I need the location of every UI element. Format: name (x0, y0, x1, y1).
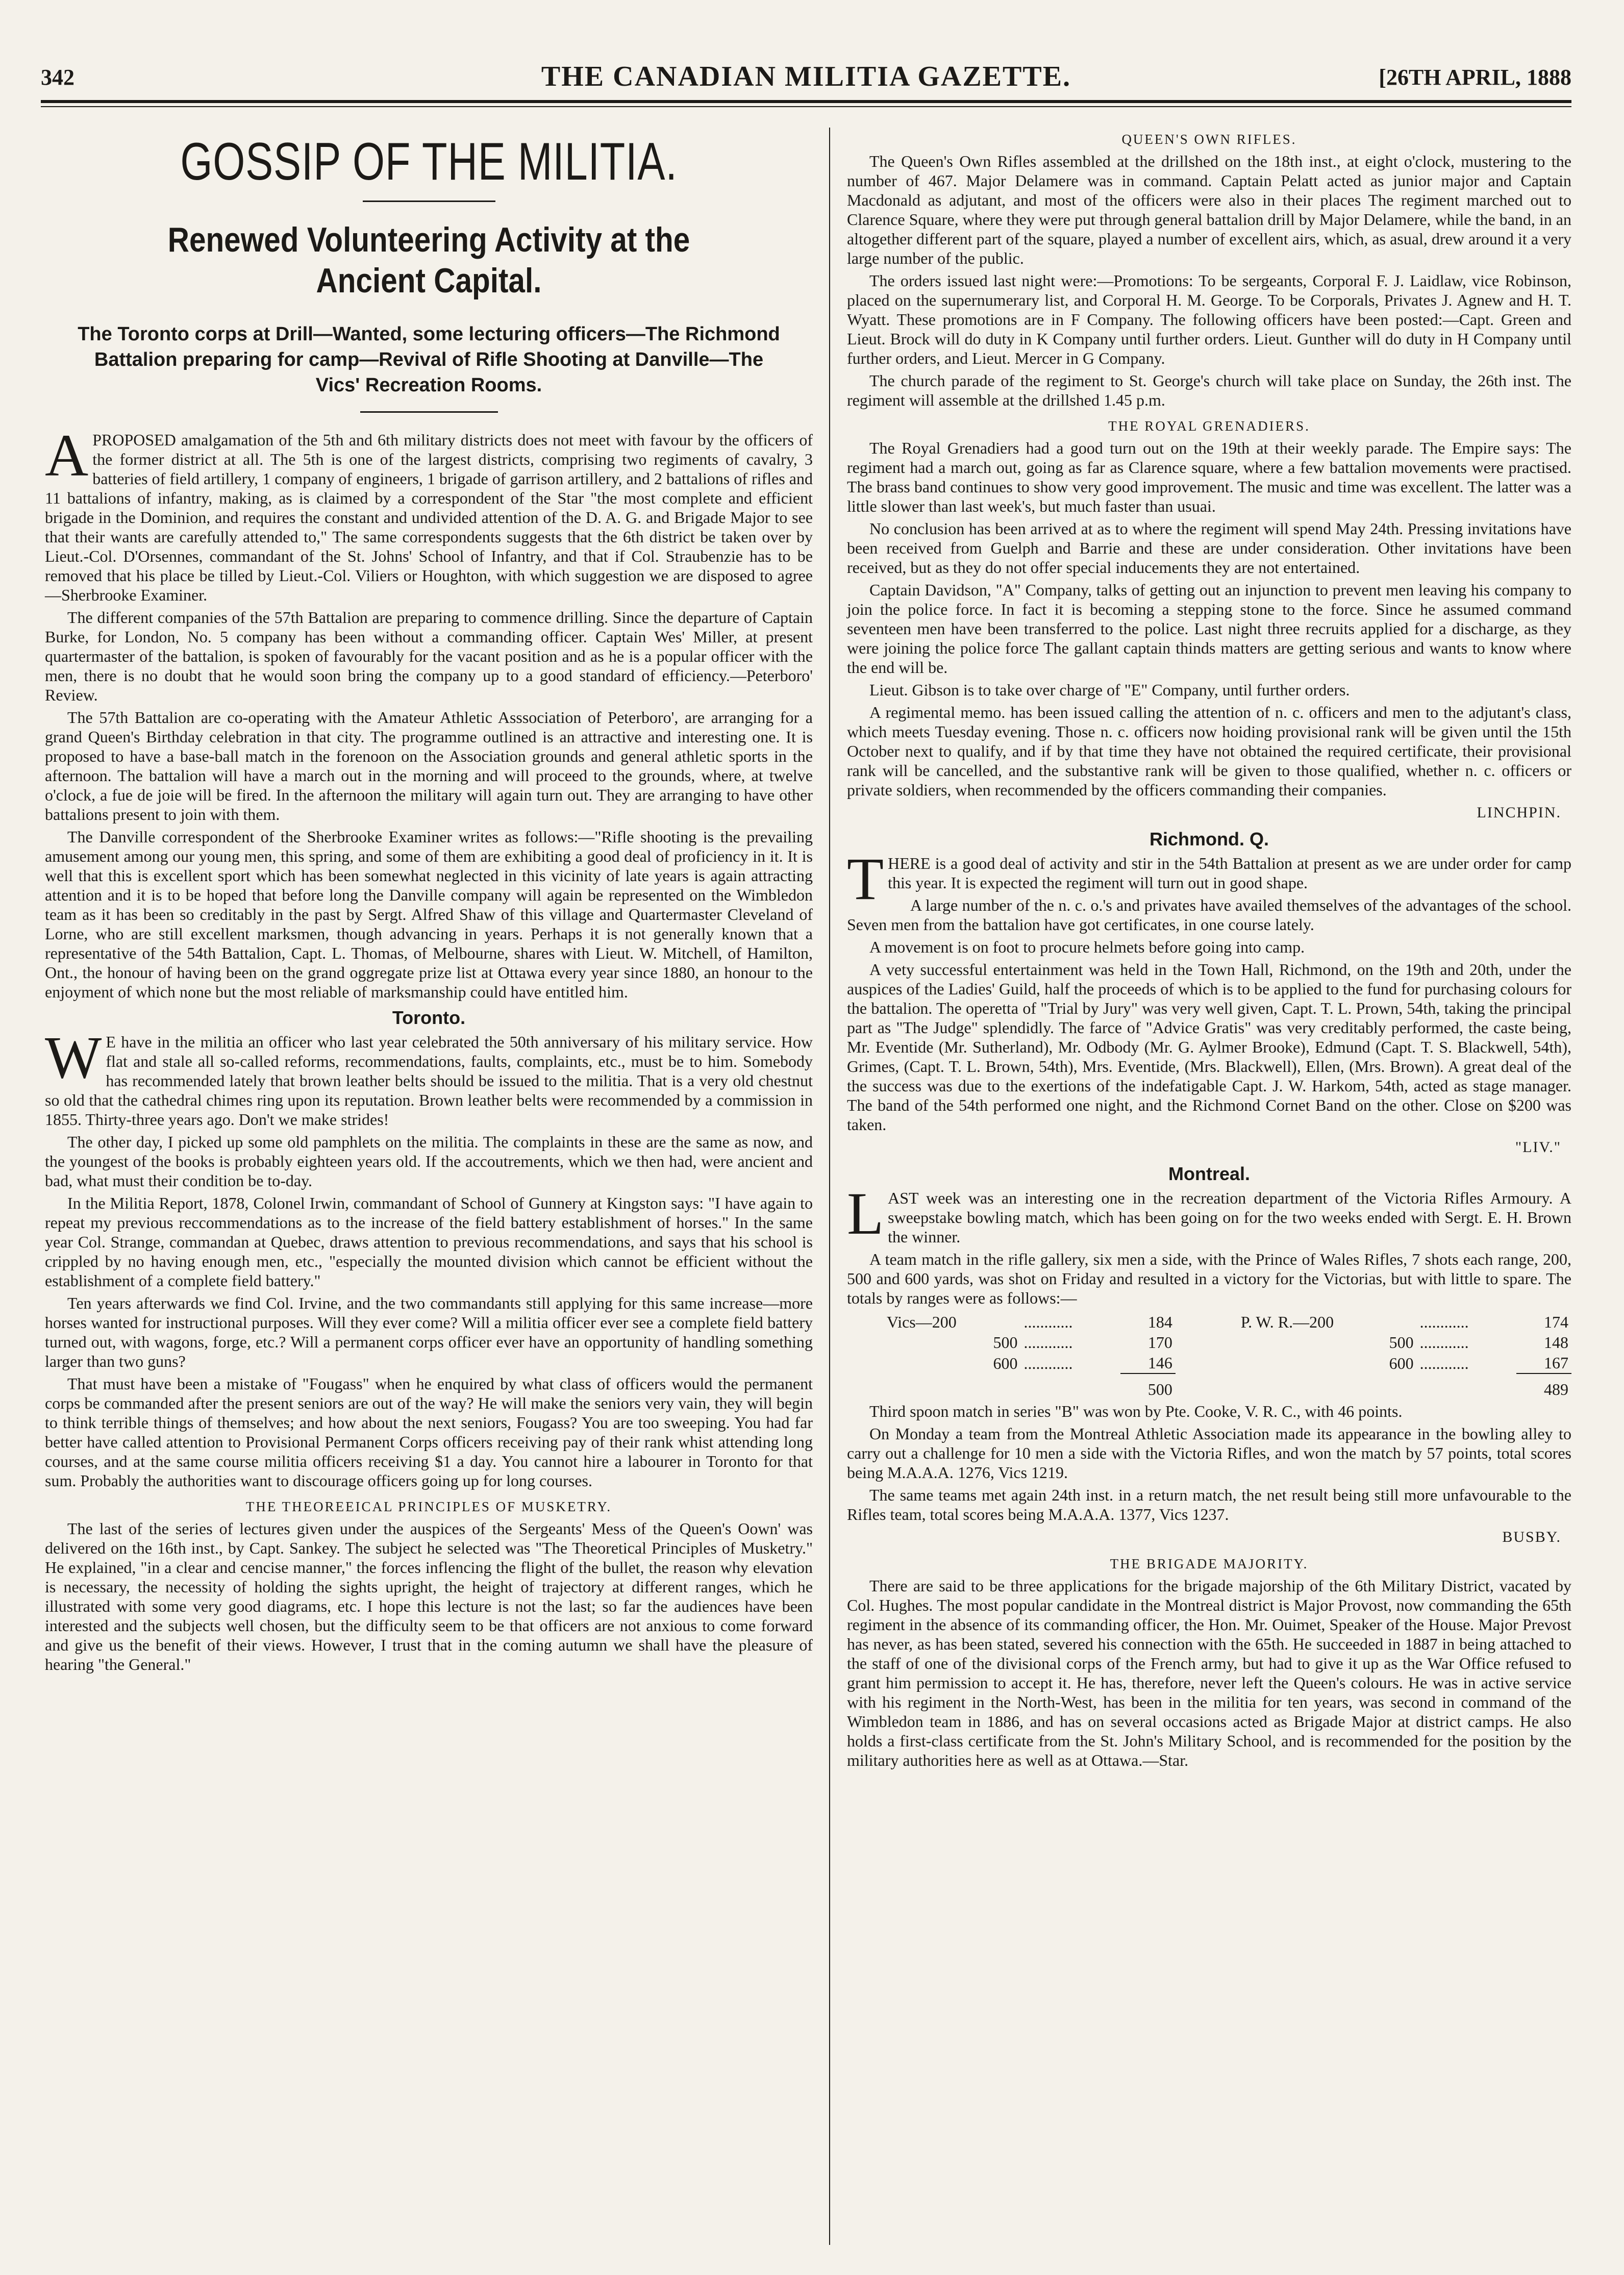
score-table (847, 1312, 1571, 1399)
score-value: 170 (1147, 1333, 1172, 1352)
score-label: Vics—200 (887, 1313, 957, 1331)
drop-cap: A (45, 422, 89, 489)
paragraph: A regimental memo. has been issued calling the attention of n. c. officers and men to the adjutant's class, which meets Tuesday evening. Those n. c. officers now hoiding provisional rank will be given until the 15th October next to qualify, and if by that time they have not obtained the required certificate, their provisional rank will be cancelled, and the substantive rank will be given to those qualified, whether n. c. officers or private soldiers, when recommended by the officers commanding their companies. (847, 703, 1571, 799)
paragraph: On Monday a team from the Montreal Athletic Association made its appearance in the bowling alley to carry out a challenge for 10 men a side with the Victoria Rifles, and won the match by 57 points, total scores being M.A.A.A. 1276, Vics 1219. (847, 1424, 1571, 1482)
paragraph: A vety successful entertainment was held in the Town Hall, Richmond, on the 19th and 20th, under the auspices of the Ladies' Guild, half the proceeds of which is to be applied to the fund for purchasing colours for the battalion. The operetta of "Trial by Jury" was very well given, Capt. T. L. Prown, 54th, taking the principal part as "The Judge" splendidly. The farce of "Advice Gratis" was very creditably performed, the caste being, Mr. Eventide (Mr. Sutherland), Mr. Odbody (Mr. G. Aylmer Brooke), Edmund (Capt. T. S. Blackwell, 54th), Grimes, (Capt. T. L. Brown, 54th), Mrs. Eventide, (Mrs. Blackwell), Ellen, (Mrs. Brown). A great deal of the the success was due to the exertions of the indefatigable Capt. J. W. Harkom, 54th, acted as stage manager. The band of the 54th performed one night, and the Richmond Cornet Band on the other. Close on $200 was taken. (847, 960, 1571, 1134)
section-heading-richmond: Richmond. Q. (1150, 829, 1269, 849)
paragraph: The different companies of the 57th Battalion are preparing to commence drilling. Since the departure of Captain Burke, for London, No. 5 company has been without a commanding officer. Captain Wes' Miller, at present quartermaster of the battalion, is spoken of favourably for the vacant position and as he is a popular officer with the men, there is no doubt that he would soon bring the company up to a good standard of efficiency.—Peterboro' Review. (45, 608, 813, 704)
score-label: 500 (1389, 1333, 1414, 1352)
signature: LINCHPIN. (1477, 804, 1561, 821)
paragraph: The orders issued last night were:—Promotions: To be sergeants, Corporal F. J. Laidlaw, vice Robinson, placed on the supernumerary list, and Corporal H. M. George. To be Corporals, Privates J. Agnew and H. T. Wyatt. These promotions are in F Company. The following officers have been posted:—Capt. Green and Lieut. Brock will do duty in K Company until further orders. Lieut. Gunther will do duty in H Company until further orders, and Lieut. Mercer in G Company. (847, 271, 1571, 367)
section-heading-musketry: THE THEOREEICAL PRINCIPLES OF MUSKETRY. (245, 1499, 612, 1514)
drop-cap: W (45, 1024, 102, 1091)
drop-cap: L (847, 1180, 884, 1247)
score-dots: ............ (1023, 1354, 1073, 1372)
paragraph: Ten years afterwards we find Col. Irvine, and the two commandants still applying for this same increase—more horses wanted for instructional purposes. Will they ever come? Will a militia officer ever see a complete field battery turned out, with wagons, forge, etc.? Will a permanent corps officer ever have an opportunity of handling something larger than two guns? (45, 1294, 813, 1370)
article-subtitle: Renewed Volunteering Activity at the Ancient Capital. (167, 220, 690, 300)
table-row (847, 1373, 1571, 1399)
score-total: 489 (1544, 1380, 1568, 1398)
section-heading-qor: QUEEN'S OWN RIFLES. (1121, 132, 1297, 147)
section-heading-toronto: Toronto. (392, 1007, 466, 1028)
column-divider (829, 128, 830, 2245)
paragraph: In the Militia Report, 1878, Colonel Irwin, commandant of School of Gunnery at Kingston says: "I have again to repeat my previous reccommendations as to the increase of the field battery establishment of horses." In the same year Col. Strange, commandan at Quebec, draws attention to previous recommendations, and says that his school is crippled by no having enough men, etc., "especially the mounted division which cannot be efficient without the establishment of a complete field battery." (45, 1194, 813, 1290)
article-deck: The Toronto corps at Drill—Wanted, some lecturing officers—The Richmond Battalion preparing for camp—Revival of Rifle Shooting at Danville—The Vics' Recreation Rooms. (78, 323, 780, 396)
paragraph: The 57th Battalion are co-operating with the Amateur Athletic Asssociation of Peterboro', are arranging for a grand Queen's Birthday celebration in that city. The programme outlined is an attractive and interesting one. It is proposed to have a base-ball match in the forenoon on the Association grounds and general athletic sports in the afternoon. The battalion will have a march out in the morning and will proceed to the grounds, where, at twelve o'clock, a fue de joie will be fired. In the afternoon the military will again turn out. They are arranging to have other battalions present to join with them. (45, 708, 813, 823)
score-label: 600 (1389, 1354, 1414, 1372)
score-value: 148 (1544, 1333, 1568, 1352)
left-column (45, 130, 813, 1674)
score-value: 174 (1544, 1313, 1568, 1331)
score-dots: ............ (1419, 1354, 1469, 1372)
issue-date: [26TH APRIL, 1888 (1379, 65, 1571, 90)
paragraph: Captain Davidson, "A" Company, talks of getting out an injunction to prevent men leaving his company to join the police force. In fact it is becoming a stepping stone to the force. Since he assumed command seventeen men have been transferred to the police. Last night three recruits applied for a discharge, as they were joining the police force The gallant captain thinds matters are getting serious and wants to know where the end will be. (847, 581, 1571, 677)
section-heading-brigade: THE BRIGADE MAJORITY. (1110, 1556, 1309, 1571)
score-value: 146 (1120, 1353, 1176, 1373)
section-heading-grenadiers: THE ROYAL GRENADIERS. (1108, 418, 1310, 434)
paragraph: The last of the series of lectures given under the auspices of the Sergeants' Mess of the Queen's Oown' was delivered on the 16th inst., by Capt. Sankey. The subject he selected was "The Theoretical Principles of Musketry." He explained, "in a clear and cencise manner," the forces inflencing the flight of the bullet, the reason why elevation is necessary, the necessity of holding the sights upright, the height of trajectory at different ranges, which he illustrated with some very good diagrams, etc. I hope this lecture is not the last; so far the audiences have been interested and the subjects well chosen, but the difficulty seem to be that officers are not anxious to come forward and give us the benefit of their views. However, I trust that in the coming autumn we shall have the pleasure of hearing "the General." (45, 1519, 813, 1673)
paragraph: No conclusion has been arrived at as to where the regiment will spend May 24th. Pressing invitations have been received from Guelph and Barrie and these are under consideration. Other invitations have been received, but as they do not offer special inducements they are not entertained. (847, 519, 1571, 577)
table-row (847, 1353, 1571, 1373)
paragraph: A PROPOSED amalgamation of the 5th and 6th military districts does not meet with favour by the officers of the former district at all. The 5th is one of the largest districts, comprising two regiments of cavalry, 3 batteries of field artillery, 1 company of engineers, 1 brigade of garrison artillery, and 2 battalions of rifles and 11 battalions of infantry, making, as is claimed by a correspondent of the Star "the most complete and efficient brigade in the Dominion, and requires the constant and undivided attention of the D. A. G. and Brigade Major to see that their wants are carefully attended to," The same correspondents suggests that the 6th district be taken over by Lieut.-Col. D'Orsennes, commandant of the St. Johns' School of Infantry, and that if Col. Straubenzie has to be removed that his place be tilled by Lieut.-Col. Viliers or Houghton, with which suggestion we are disposed to agree—Sherbrooke Examiner. (45, 422, 813, 604)
table-row (847, 1312, 1571, 1332)
section-heading-montreal: Montreal. (1168, 1163, 1250, 1184)
drop-cap: T (847, 845, 884, 912)
header-rule-thick (41, 100, 1571, 103)
title-rule (363, 201, 495, 202)
score-label: 600 (993, 1354, 1018, 1372)
paragraph: Third spoon match in series "B" was won by Pte. Cooke, V. R. C., with 46 points. (869, 1402, 1403, 1420)
paragraph: A team match in the rifle gallery, six men a side, with the Prince of Wales Rifles, 7 shots each range, 200, 500 and 600 yards, was shot on Friday and resulted in a victory for the Victorias, but with little to spare. The totals by ranges were as follows:— (847, 1250, 1571, 1307)
page-number: 342 (41, 65, 74, 90)
paragraph: The other day, I picked up some old pamphlets on the militia. The complaints in these are the same as now, and the youngest of the books is probably eighteen years old. If the accoutrements, which we then had, were ancient and bad, what must their condition be to-day. (45, 1133, 813, 1190)
page-header (41, 60, 1571, 96)
paragraph: The same teams met again 24th inst. in a return match, the net result being still more unfavourable to the Rifles team, total scores being M.A.A.A. 1377, Vics 1237. (847, 1486, 1571, 1523)
paragraph: The Royal Grenadiers had a good turn out on the 19th at their weekly parade. The Empire says: The regiment had a march out, going as far as Clarence square, where a few battalion movements were practised. The brass band continues to show very good improvement. The music and time was excellent. The latter was a little slower than last week's, but much faster than usuai. (847, 439, 1571, 515)
paragraph: The church parade of the regiment to St. George's church will take place on Sunday, the 26th inst. The regiment will assemble at the drillshed 1.45 p.m. (847, 371, 1571, 409)
article-title: GOSSIP OF THE MILITIA. (180, 132, 678, 191)
score-value: 184 (1147, 1313, 1172, 1331)
score-label: P. W. R.—200 (1240, 1313, 1334, 1331)
paragraph: A movement is on foot to procure helmets before going into camp. (869, 938, 1305, 956)
signature: "LIV." (1515, 1139, 1561, 1156)
paragraph: The Danville correspondent of the Sherbrooke Examiner writes as follows:—"Rifle shooting is the prevailing amusement among our young men, this spring, and some of them are exhibiting a good deal of proficiency in it. It is well that this is excellent sport which has been somewhat neglected in this vicinity of late years is again attracting attention and it is to be hoped that before long the Danville company will again be represented on the Wimbledon team as it has been so creditably in the past by Sergt. Alfred Shaw of this village and Quartermaster Cleveland of Lorne, who are still excellent marksmen, though advancing in years. Perhaps it is not generally known that a representative of the 54th Battalion, Capt. L. Thomas, of Melbourne, shares with Lieut. W. Mitchell, of Hamilton, Ont., the honour of having been on the grand oggregate prize list at Ottawa every year since 1880, an honour to the enjoyment of which none but the most reliable of marksmanship could have entitled him. (45, 828, 813, 1001)
right-column (847, 130, 1571, 1770)
paragraph: LAST week was an interesting one in the recreation department of the Victoria Rifles Armoury. A sweepstake bowling match, which has been going on for the two weeks ended with Sergt. E. H. Brown the winner. (847, 1180, 1571, 1247)
signature: BUSBY. (1502, 1529, 1561, 1545)
paragraph: Lieut. Gibson is to take over charge of "E" Company, until further orders. (869, 681, 1350, 699)
deck-rule (360, 411, 498, 413)
score-value: 167 (1516, 1353, 1571, 1373)
masthead: THE CANADIAN MILITIA GAZETTE. (541, 61, 1071, 92)
score-dots: ............ (1419, 1313, 1469, 1331)
header-rule-thin (41, 106, 1571, 107)
table-row (847, 1332, 1571, 1353)
score-total: 500 (1147, 1380, 1172, 1398)
paragraph: The Queen's Own Rifles assembled at the drillshed on the 18th inst., at eight o'clock, mustering to the number of 467. Major Delamere was in command. Captain Pelatt acted as junior major and Captain Macdonald as adjutant, and most of the officers were also in their places The regiment marched out to Clarence Square, where they were put through general battalion drill by Major Delamere, while the band, in an altogether different part of the square, played a number of excellent airs, which, as asual, drew around it a very large number of the public. (847, 152, 1571, 267)
score-dots: ............ (1023, 1333, 1073, 1352)
paragraph: There are said to be three applications for the brigade majorship of the 6th Military District, vacated by Col. Hughes. The most popular candidate in the Montreal district is Major Provost, now commanding the 65th regiment in the absence of its commanding officer, the Hon. Mr. Ouimet, Speaker of the House. Major Prevost has never, as has been stated, severed his connection with the 65th. He succeeded in 1887 in being attached to the staff of one of the divisional corps of the French army, but had to give it up as the War Office refused to grant him permission to accept it. He has, therefore, never left the Queen's colours. He was in active service with his regiment in the North-West, has been in the militia for ten years, was second in command of the Wimbledon team in 1886, and has on several occasions acted as Brigade Major at district camps. He also holds a first-class certificate from the St. John's Military School, and is recommended for the position by the military authorities here as well as at Ottawa.—Star. (847, 1577, 1571, 1769)
paragraph: W E have in the militia an officer who last year celebrated the 50th anniversary of his military service. How flat and stale all so-called reforms, recommendations, faults, complaints, etc., must be to him. Somebody has recommended lately that brown leather belts should be issued to the militia. That is a very old chestnut so old that the cathedral chimes ring upon its reputation. Brown leather belts were recommended by a commission in 1855. Thirty-three years ago. Don't we make strides! (45, 1024, 813, 1129)
score-label: 500 (993, 1333, 1018, 1352)
paragraph: A large number of the n. c. o.'s and privates have availed themselves of the advantages of the school. Seven men from the battalion have got certificates, in one course lately. (847, 896, 1571, 934)
paragraph: That must have been a mistake of "Fougass" when he enquired by what class of officers would the permanent corps be commanded after the present seniors are out of the way? He will make the seniors very vain, they will begin to think terrible things of themselves; and how about the next seniors, Fougass? You are too sweeping. You had far better have called attention to Provisional Permanent Corps officers receiving pay of their rank whist attending long courses, and at the same course militia officers receiving $1 a day. You cannot hire a labourer in Toronto for that sum. Probably the authorities want to discourage officers going up for long courses. (45, 1374, 813, 1490)
score-dots: ............ (1419, 1333, 1469, 1352)
score-dots: ............ (1023, 1313, 1073, 1331)
paragraph: THERE is a good deal of activity and stir in the 54th Battalion at present as we are under order for camp this year. It is expected the regiment will turn out in good shape. (847, 845, 1571, 912)
